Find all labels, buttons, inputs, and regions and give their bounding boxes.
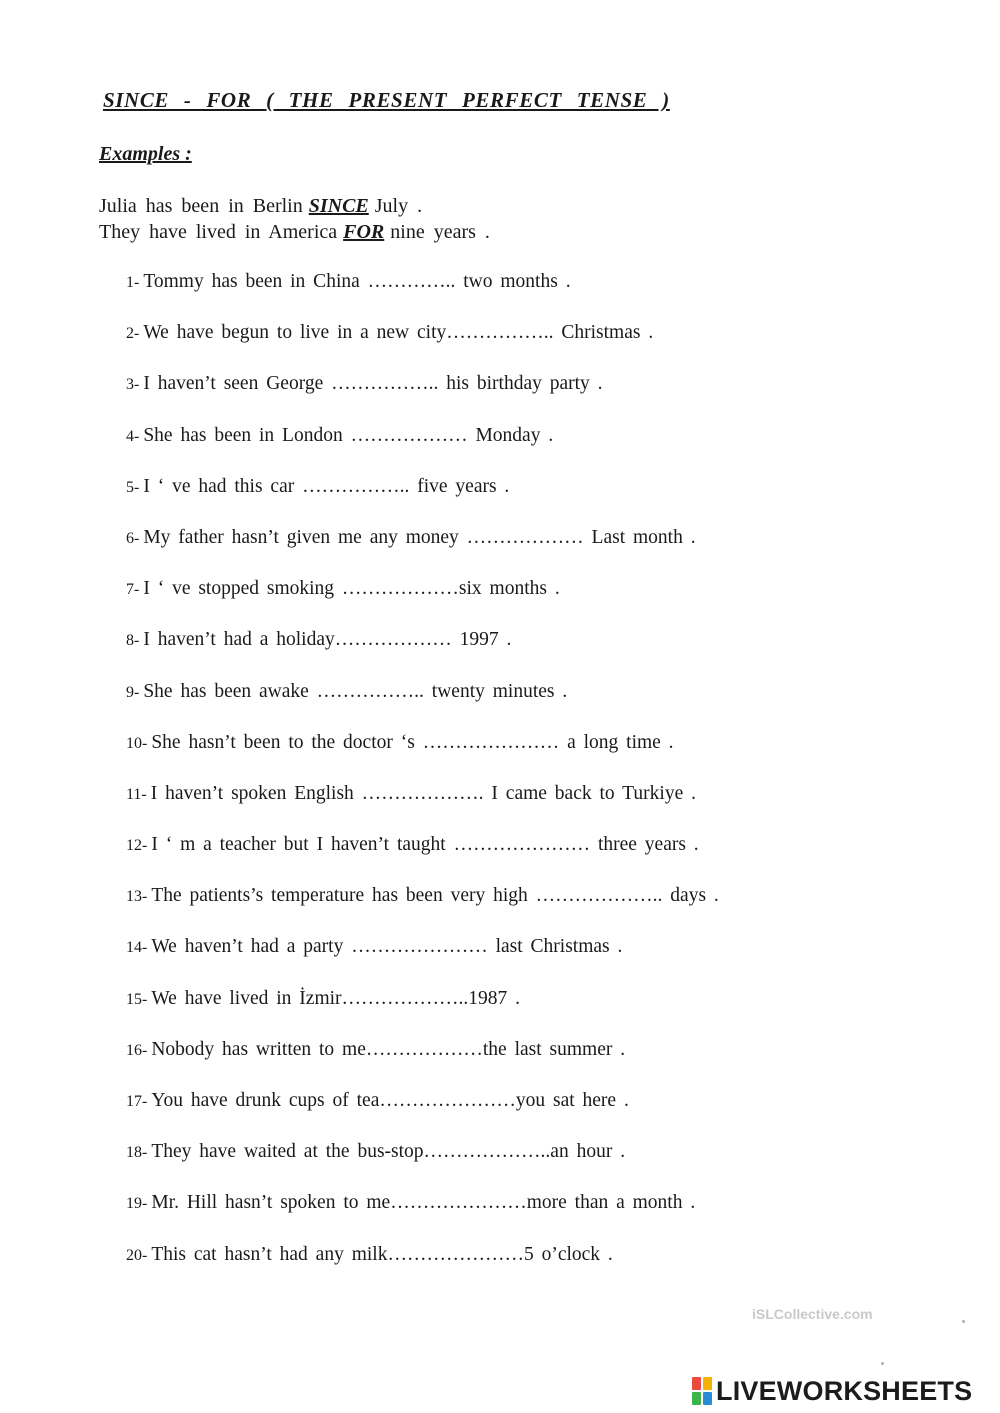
exercise-number: 14- [126,939,148,957]
exercise-text: I ‘ ve had this car …………….. five years . [143,475,510,497]
exercise-number: 6- [126,529,140,547]
exercise-text: She has been in London ……………… Monday . [143,424,554,446]
exercise-item [126,729,719,780]
exercise-number: 12- [126,837,148,855]
example-text-before: They have lived in America [99,221,338,243]
exercise-text: Nobody has written to me………………the last summer . [151,1038,626,1060]
exercise-text: I ‘ ve stopped smoking ………………six months . [143,578,560,600]
exercise-text: The patients’s temperature has been very high ……………….. days . [151,885,719,907]
exercise-number: 4- [126,427,140,445]
example-text-after: nine years . [390,221,490,243]
exercise-number: 13- [126,888,148,906]
exercise-number: 19- [126,1195,148,1213]
exercise-text: She has been awake …………….. twenty minutes . [143,680,568,702]
exercise-number: 16- [126,1041,148,1059]
exercise-item [126,985,719,1036]
exercise-text: I haven’t seen George …………….. his birthday party . [143,373,603,395]
exercise-text: We haven’t had a party ………………… last Christmas . [151,936,623,958]
exercise-item [126,933,719,984]
exercise-number: 5- [126,478,140,496]
liveworksheets-logo[interactable] [692,1374,972,1408]
example-line [99,221,490,244]
exercise-number: 20- [126,1246,148,1264]
exercise-number: 18- [126,1144,148,1162]
exercise-number: 8- [126,632,140,650]
exercise-text: I ‘ m a teacher but I haven’t taught ………………… three years . [151,834,699,856]
exercise-list [126,268,719,1292]
exercise-item [126,524,719,575]
exercise-text: Mr. Hill hasn’t spoken to me…………………more than a month . [151,1192,696,1214]
example-keyword: SINCE [308,195,369,217]
exercise-text: I haven’t had a holiday……………… 1997 . [143,629,512,651]
exercise-item [126,319,719,370]
example-line [99,195,422,218]
example-keyword: FOR [343,221,385,243]
watermark: iSLCollective.com [752,1306,873,1322]
exercise-item [126,1087,719,1138]
logo-square-green [692,1392,701,1405]
exercise-item [126,575,719,626]
liveworksheets-logo-icon [692,1377,712,1405]
exercise-text: I haven’t spoken English ………………. I came back to Turkiye . [150,782,696,804]
exercise-text: This cat hasn’t had any milk…………………5 o’clock . [151,1243,613,1265]
exercise-number: 7- [126,581,140,599]
exercise-number: 1- [126,274,140,291]
example-text-before: Julia has been in Berlin [99,195,303,217]
logo-square-red [692,1377,701,1390]
exercise-number: 10- [126,734,148,752]
exercise-item [126,1189,719,1240]
exercise-item [126,1036,719,1087]
exercise-text: You have drunk cups of tea…………………you sat here . [151,1090,629,1111]
exercise-item [126,473,719,524]
logo-square-yellow [703,1377,712,1390]
decorative-dot [962,1320,965,1323]
page-title: SINCE - FOR ( THE PRESENT PERFECT TENSE ) [103,88,670,112]
examples-heading: Examples : [99,143,192,165]
exercise-item [126,370,719,421]
exercise-number: 3- [126,376,140,394]
exercise-text: We have lived in İzmir………………..1987 . [151,987,521,1009]
exercise-text: Tommy has been in China ………….. two months . [143,271,571,292]
logo-text: LIVEWORKSHEETS [716,1375,973,1406]
example-text-after: July . [374,195,423,217]
exercise-item [126,268,719,319]
exercise-item [126,780,719,831]
exercise-number: 11- [126,785,147,803]
exercise-item [126,1241,719,1292]
exercise-text: She hasn’t been to the doctor ‘s ………………… a long time . [151,731,674,753]
exercise-item [126,422,719,473]
exercise-number: 17- [126,1093,148,1110]
exercise-number: 9- [126,683,140,701]
exercise-item [126,831,719,882]
logo-square-blue [703,1392,712,1405]
exercise-item [126,882,719,933]
decorative-dot [881,1362,884,1365]
exercise-item [126,678,719,729]
exercise-item [126,1138,719,1189]
exercise-item [126,626,719,677]
exercise-text: They have waited at the bus-stop………………..an hour . [151,1141,626,1163]
exercise-number: 15- [126,990,148,1008]
exercise-number: 2- [126,325,140,343]
exercise-text: We have begun to live in a new city…………….. Christmas . [143,322,654,344]
exercise-text: My father hasn’t given me any money ……………… Last month . [143,526,696,548]
